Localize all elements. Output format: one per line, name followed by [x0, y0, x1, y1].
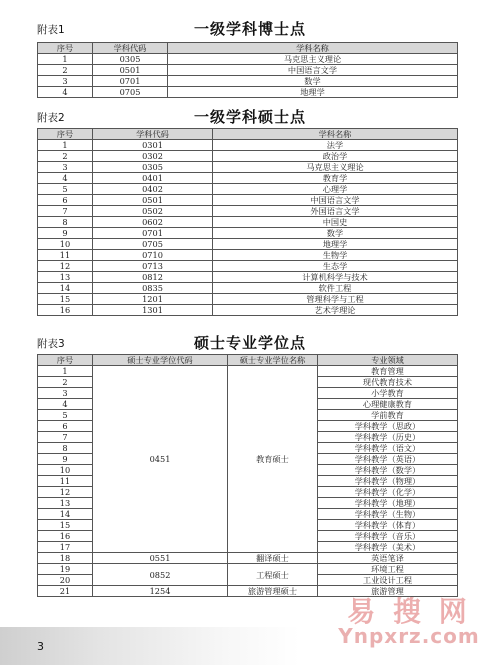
cell-degree-name: 教育硕士 — [228, 366, 318, 553]
cell-degree-name: 工程硕士 — [228, 564, 318, 586]
cell-field: 学科教学（化学） — [318, 487, 458, 498]
cell-degree-name: 旅游管理硕士 — [228, 586, 318, 597]
cell-no: 16 — [38, 305, 93, 316]
cell-field: 学科教学（英语） — [318, 454, 458, 465]
cell-degree-name: 翻译硕士 — [228, 553, 318, 564]
table-row — [38, 54, 458, 65]
cell-field: 小学教育 — [318, 388, 458, 399]
cell-no: 8 — [38, 443, 93, 454]
table-row — [38, 305, 458, 316]
cell-field: 学科教学（生物） — [318, 509, 458, 520]
section2-label: 附表2 — [37, 112, 65, 124]
cell-code: 0451 — [93, 366, 228, 553]
cell-field: 旅游管理 — [318, 586, 458, 597]
watermark — [320, 595, 498, 648]
cell-field: 学科教学（历史） — [318, 432, 458, 443]
cell-no: 14 — [38, 509, 93, 520]
cell-field: 环境工程 — [318, 564, 458, 575]
cell-code: 0551 — [93, 553, 228, 564]
table-header-row — [38, 43, 458, 54]
cell-field: 学科教学（地理） — [318, 498, 458, 509]
cell-no: 6 — [38, 195, 93, 206]
cell-no: 9 — [38, 454, 93, 465]
cell-field: 学科教学（音乐） — [318, 531, 458, 542]
table-row — [38, 87, 458, 98]
cell-code: 0305 — [93, 54, 168, 65]
cell-no: 2 — [38, 151, 93, 162]
cell-no: 7 — [38, 432, 93, 443]
cell-no: 15 — [38, 294, 93, 305]
table-row — [38, 294, 458, 305]
cell-name: 马克思主义理论 — [213, 162, 458, 173]
table-row — [38, 272, 458, 283]
table-row — [38, 195, 458, 206]
cell-no: 14 — [38, 283, 93, 294]
watermark-logo: 易 搜 网 — [347, 595, 471, 628]
col-header-no: 序号 — [38, 355, 93, 366]
col-header-degree-name: 硕士专业学位名称 — [228, 355, 318, 366]
page-number: 3 — [37, 640, 44, 653]
cell-code: 0701 — [93, 76, 168, 87]
section2-title: 一级学科硕士点 — [193, 108, 306, 126]
table-professional-master — [37, 354, 458, 597]
cell-name: 政治学 — [213, 151, 458, 162]
section1-label: 附表1 — [37, 24, 65, 36]
cell-no: 8 — [38, 217, 93, 228]
col-header-field: 专业领域 — [318, 355, 458, 366]
cell-code: 0705 — [93, 239, 213, 250]
table-row — [38, 206, 458, 217]
cell-no: 6 — [38, 421, 93, 432]
section1-header — [0, 20, 500, 38]
table-row — [38, 65, 458, 76]
cell-no: 1 — [38, 140, 93, 151]
table-row — [38, 228, 458, 239]
cell-no: 4 — [38, 399, 93, 410]
cell-name: 数学 — [168, 76, 458, 87]
cell-no: 9 — [38, 228, 93, 239]
cell-name: 生态学 — [213, 261, 458, 272]
cell-name: 心理学 — [213, 184, 458, 195]
table-row — [38, 76, 458, 87]
cell-no: 1 — [38, 54, 93, 65]
cell-no: 3 — [38, 388, 93, 399]
cell-code: 0301 — [93, 140, 213, 151]
table-row — [38, 184, 458, 195]
cell-field: 英语笔译 — [318, 553, 458, 564]
cell-field: 学科教学（体育） — [318, 520, 458, 531]
cell-code: 1201 — [93, 294, 213, 305]
table-row — [38, 173, 458, 184]
table-row — [38, 261, 458, 272]
table-row — [38, 140, 458, 151]
cell-no: 12 — [38, 487, 93, 498]
cell-code: 0835 — [93, 283, 213, 294]
table-row — [38, 366, 458, 377]
cell-no: 12 — [38, 261, 93, 272]
table-doctoral — [37, 42, 458, 98]
cell-code: 0305 — [93, 162, 213, 173]
cell-no: 2 — [38, 377, 93, 388]
cell-code: 0701 — [93, 228, 213, 239]
table-row — [38, 151, 458, 162]
cell-no: 5 — [38, 410, 93, 421]
cell-no: 13 — [38, 498, 93, 509]
cell-field: 工业设计工程 — [318, 575, 458, 586]
section1-title: 一级学科博士点 — [193, 20, 306, 38]
cell-code: 0710 — [93, 250, 213, 261]
cell-code: 0401 — [93, 173, 213, 184]
cell-field: 学前教育 — [318, 410, 458, 421]
cell-code: 0501 — [93, 195, 213, 206]
cell-name: 中国语言文学 — [213, 195, 458, 206]
cell-code: 0602 — [93, 217, 213, 228]
cell-code: 0501 — [93, 65, 168, 76]
section3-title: 硕士专业学位点 — [193, 334, 306, 352]
col-header-code: 学科代码 — [93, 129, 213, 140]
cell-no: 18 — [38, 553, 93, 564]
section3-header — [0, 334, 500, 352]
section3-label: 附表3 — [37, 338, 65, 350]
cell-name: 艺术学理论 — [213, 305, 458, 316]
cell-no: 2 — [38, 65, 93, 76]
cell-name: 管理科学与工程 — [213, 294, 458, 305]
cell-no: 10 — [38, 465, 93, 476]
cell-no: 3 — [38, 76, 93, 87]
table-row — [38, 239, 458, 250]
table-header-row — [38, 355, 458, 366]
col-header-no: 序号 — [38, 43, 93, 54]
table-row — [38, 217, 458, 228]
cell-code: 0852 — [93, 564, 228, 586]
watermark-url: Ynpxrz.com — [338, 624, 480, 648]
cell-no: 20 — [38, 575, 93, 586]
cell-no: 15 — [38, 520, 93, 531]
cell-code: 1301 — [93, 305, 213, 316]
cell-no: 7 — [38, 206, 93, 217]
cell-no: 5 — [38, 184, 93, 195]
cell-no: 16 — [38, 531, 93, 542]
cell-no: 11 — [38, 476, 93, 487]
cell-code: 0705 — [93, 87, 168, 98]
table-master-discipline — [37, 128, 458, 316]
cell-name: 计算机科学与技术 — [213, 272, 458, 283]
cell-no: 19 — [38, 564, 93, 575]
cell-name: 中国史 — [213, 217, 458, 228]
cell-no: 10 — [38, 239, 93, 250]
cell-name: 外国语言文学 — [213, 206, 458, 217]
cell-name: 马克思主义理论 — [168, 54, 458, 65]
cell-name: 地理学 — [213, 239, 458, 250]
cell-code: 1254 — [93, 586, 228, 597]
cell-no: 4 — [38, 173, 93, 184]
cell-code: 0713 — [93, 261, 213, 272]
cell-field: 心理健康教育 — [318, 399, 458, 410]
cell-field: 学科教学（思政） — [318, 421, 458, 432]
cell-no: 11 — [38, 250, 93, 261]
table-row — [38, 564, 458, 575]
cell-code: 0502 — [93, 206, 213, 217]
col-header-no: 序号 — [38, 129, 93, 140]
cell-no: 4 — [38, 87, 93, 98]
cell-code: 0812 — [93, 272, 213, 283]
cell-code: 0302 — [93, 151, 213, 162]
cell-name: 教育学 — [213, 173, 458, 184]
cell-name: 地理学 — [168, 87, 458, 98]
table-header-row — [38, 129, 458, 140]
cell-name: 中国语言文学 — [168, 65, 458, 76]
table-row — [38, 250, 458, 261]
cell-field: 学科教学（物理） — [318, 476, 458, 487]
cell-field: 学科教学（语文） — [318, 443, 458, 454]
cell-no: 13 — [38, 272, 93, 283]
cell-code: 0402 — [93, 184, 213, 195]
cell-field: 现代教育技术 — [318, 377, 458, 388]
cell-name: 软件工程 — [213, 283, 458, 294]
cell-field: 教育管理 — [318, 366, 458, 377]
cell-name: 生物学 — [213, 250, 458, 261]
cell-no: 3 — [38, 162, 93, 173]
col-header-code: 学科代码 — [93, 43, 168, 54]
table-row — [38, 553, 458, 564]
cell-field: 学科教学（美术） — [318, 542, 458, 553]
cell-name: 数学 — [213, 228, 458, 239]
cell-no: 1 — [38, 366, 93, 377]
col-header-name: 学科名称 — [168, 43, 458, 54]
col-header-code: 硕士专业学位代码 — [93, 355, 228, 366]
table-row — [38, 283, 458, 294]
section2-header — [0, 108, 500, 126]
col-header-name: 学科名称 — [213, 129, 458, 140]
table-row — [38, 162, 458, 173]
cell-no: 17 — [38, 542, 93, 553]
cell-no: 21 — [38, 586, 93, 597]
cell-field: 学科教学（数学） — [318, 465, 458, 476]
cell-name: 法学 — [213, 140, 458, 151]
